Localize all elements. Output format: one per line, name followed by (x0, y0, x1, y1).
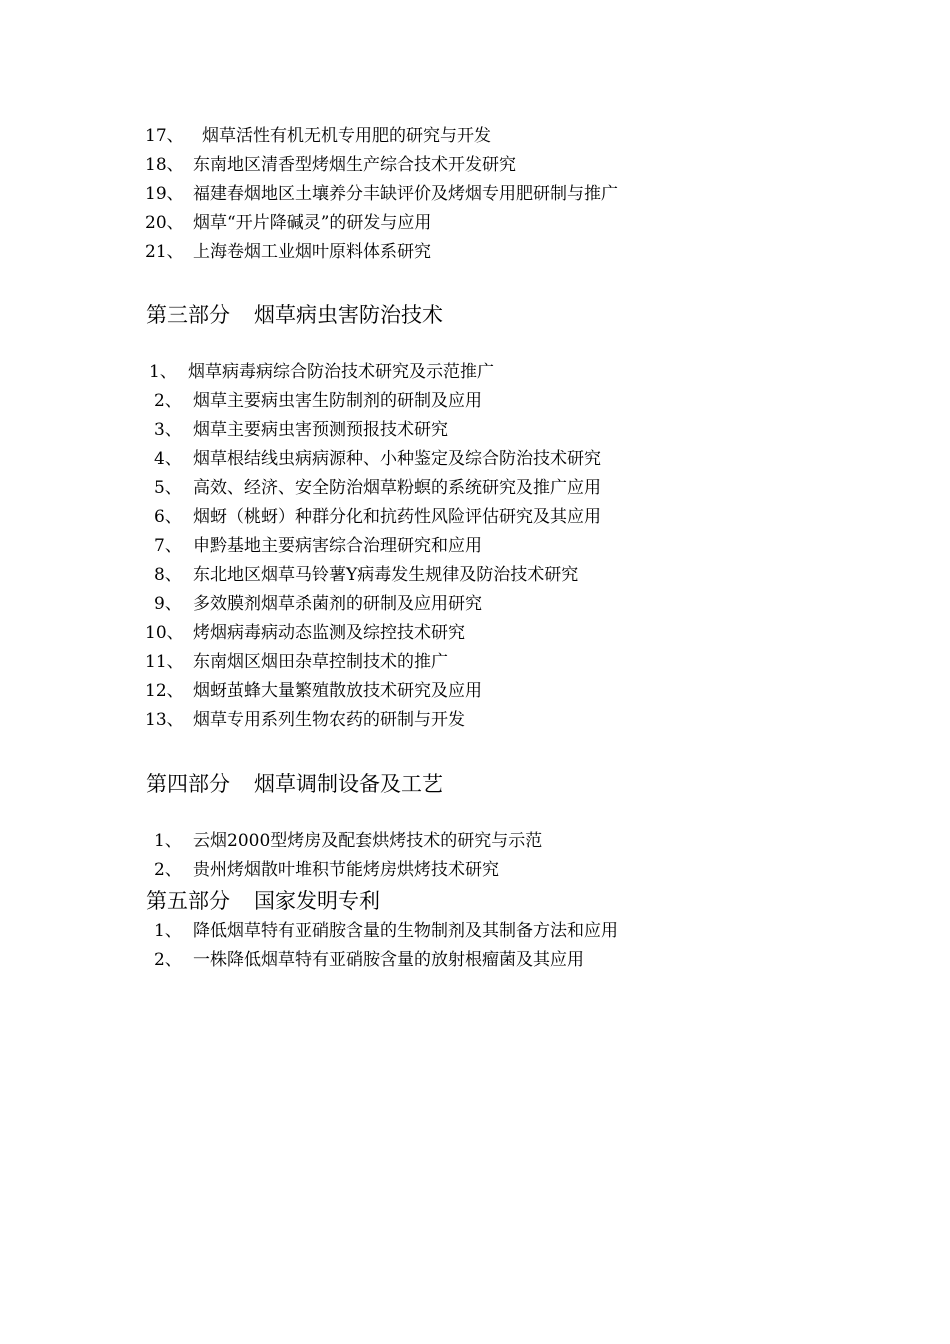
item-text: 多效膜剂烟草杀菌剂的研制及应用研究 (193, 594, 482, 614)
item-number: 1、 (154, 921, 182, 941)
section-title: 烟草调制设备及工艺 (254, 772, 443, 796)
item-number: 7、 (154, 536, 182, 556)
item-number: 12、 (145, 681, 184, 701)
item-number: 21、 (145, 242, 184, 262)
item-number: 2、 (154, 950, 182, 970)
item-text: 申黔基地主要病害综合治理研究和应用 (193, 536, 482, 556)
item-text: 东北地区烟草马铃薯Y病毒发生规律及防治技术研究 (193, 565, 579, 585)
item-text: 降低烟草特有亚硝胺含量的生物制剂及其制备方法和应用 (193, 921, 618, 941)
item-text: 东南地区清香型烤烟生产综合技术开发研究 (193, 155, 516, 175)
item-text: 烟草主要病虫害生防制剂的研制及应用 (193, 391, 482, 411)
part3-heading (146, 302, 443, 328)
item-number: 9、 (154, 594, 182, 614)
item-text: 福建春烟地区土壤养分丰缺评价及烤烟专用肥研制与推广 (193, 184, 618, 204)
item-number: 19、 (145, 184, 184, 204)
item-number: 11、 (145, 652, 184, 672)
item-number: 18、 (145, 155, 184, 175)
item-number: 5、 (154, 478, 182, 498)
item-text: 烟草病毒病综合防治技术研究及示范推广 (188, 362, 494, 382)
item-number: 8、 (154, 565, 182, 585)
item-text: 烟草“开片降碱灵”的研发与应用 (193, 213, 432, 233)
item-text: 烟草专用系列生物农药的研制与开发 (193, 710, 465, 730)
item-text: 烤烟病毒病动态监测及综控技术研究 (193, 623, 465, 643)
item-number: 10、 (145, 623, 184, 643)
item-number: 6、 (154, 507, 182, 527)
item-text: 上海卷烟工业烟叶原料体系研究 (193, 242, 431, 262)
section-title: 国家发明专利 (254, 889, 380, 913)
section-title: 烟草病虫害防治技术 (254, 303, 443, 327)
item-text: 烟草活性有机无机专用肥的研究与开发 (202, 126, 491, 146)
item-number: 1、 (154, 831, 182, 851)
item-text: 东南烟区烟田杂草控制技术的推广 (193, 652, 448, 672)
item-text: 烟草根结线虫病病源种、小种鉴定及综合防治技术研究 (193, 449, 601, 469)
item-number: 4、 (154, 449, 182, 469)
section-number: 第四部分 (146, 772, 230, 796)
item-number: 1、 (149, 362, 177, 382)
item-number: 17、 (145, 126, 184, 146)
section-number: 第三部分 (146, 303, 230, 327)
item-text: 云烟2000型烤房及配套烘烤技术的研究与示范 (193, 831, 543, 851)
item-number: 13、 (145, 710, 184, 730)
item-number: 20、 (145, 213, 184, 233)
item-text: 高效、经济、安全防治烟草粉螟的系统研究及推广应用 (193, 478, 601, 498)
item-text: 烟蚜茧蜂大量繁殖散放技术研究及应用 (193, 681, 482, 701)
part4-heading (146, 771, 443, 797)
item-text: 烟蚜（桃蚜）种群分化和抗药性风险评估研究及其应用 (193, 507, 601, 527)
item-number: 2、 (154, 860, 182, 880)
section-number: 第五部分 (146, 889, 230, 913)
item-text: 烟草主要病虫害预测预报技术研究 (193, 420, 448, 440)
item-number: 2、 (154, 391, 182, 411)
part5-heading (146, 888, 380, 914)
item-text: 贵州烤烟散叶堆积节能烤房烘烤技术研究 (193, 860, 499, 880)
item-text: 一株降低烟草特有亚硝胺含量的放射根瘤菌及其应用 (193, 950, 584, 970)
item-number: 3、 (154, 420, 182, 440)
